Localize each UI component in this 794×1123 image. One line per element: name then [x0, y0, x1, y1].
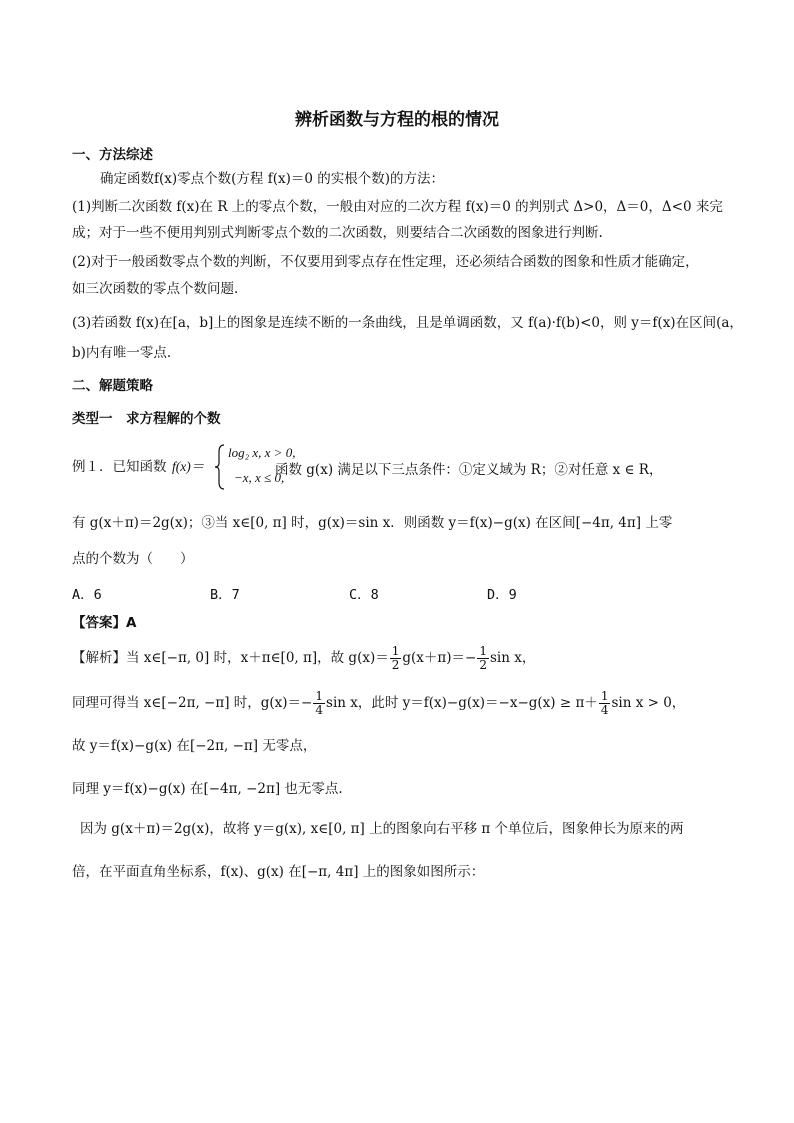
choice-a: A．6 [72, 587, 102, 603]
method-line-2: 成；对于一些不便用判别式判断零点个数的二次函数，则要结合二次函数的图象进行判断. [72, 225, 603, 241]
method-line-4: 如三次函数的零点个数问题. [72, 281, 239, 297]
example-conditions: 函数 g(x) 满足以下三点条件：①定义域为 R；②对任意 x ∈ R， [275, 462, 663, 478]
piece-neg: −x, x ≤ 0, [234, 470, 285, 485]
analysis-line-3: 故 y＝f(x)−g(x) 在[−2π, −π] 无零点， [72, 738, 317, 754]
piece-log: log₂ x, x > 0, [228, 445, 296, 460]
type-heading: 类型一 求方程解的个数 [72, 411, 221, 427]
method-line-5: (3)若函数 f(x)在[a，b]上的图象是连续不断的一条曲线，且是单调函数，又 f(a)·f(b)<0，则 y＝f(x)在区间(a， [72, 315, 743, 331]
fraction-quarter: $\frac{1}{4}$ [600, 689, 609, 717]
fraction-quarter: $\frac{1}{4}$ [315, 689, 324, 717]
method-line-6: b)内有唯一零点. [72, 345, 172, 361]
choice-c: C．8 [349, 587, 379, 603]
example-line-2: 有 g(x＋π)＝2g(x)；③当 x∈[0, π] 时，g(x)＝sin x．则函数 y＝f(x)−g(x) 在区间[−4π, 4π] 上零 [72, 515, 673, 531]
choice-b: B．7 [210, 587, 240, 603]
method-intro: 确定函数f(x)零点个数(方程 f(x)＝0 的实根个数)的方法： [100, 171, 444, 187]
analysis-line-4: 同理 y＝f(x)−g(x) 在[−4π, −2π] 也无零点. [72, 781, 343, 797]
method-line-3: (2)对于一般函数零点个数的判断，不仅要用到零点存在性定理，还必须结合函数的图象和性质才能确定， [72, 254, 699, 270]
analysis-line-1: 【解析】当 x∈[−π, 0] 时，x＋π∈[0, π]，故 g(x)＝ $\frac{1}{2}$ g(x＋π)＝− $\frac{1}{2}$ sin x， [72, 644, 536, 672]
piecewise-brace [214, 444, 226, 490]
page-title: 辨析函数与方程的根的情况 [295, 110, 499, 130]
example-prefix: 例１．已知函数 [72, 459, 167, 475]
analysis-line-2: 同理可得当 x∈[−2π, −π] 时，g(x)＝− $\frac{1}{4}$ sin x，此时 y＝f(x)−g(x)＝−x−g(x) ≥ π＋ $\frac{1}{4}$ sin x > 0， [72, 689, 686, 717]
answer-label: 【答案】A [72, 615, 137, 631]
fraction-half: $\frac{1}{2}$ [479, 644, 487, 672]
fraction-half: $\frac{1}{2}$ [391, 644, 400, 672]
analysis-line-5: 因为 g(x＋π)＝2g(x)，故将 y＝g(x), x∈[0, π] 上的图象向右平移 π 个单位后，图象伸长为原来的两 [80, 821, 684, 837]
analysis-line-6: 倍，在平面直角坐标系，f(x)、g(x) 在[−π, 4π] 上的图象如图所示： [72, 864, 485, 880]
method-line-1: (1)判断二次函数 f(x)在 R 上的零点个数，一般由对应的二次方程 f(x)＝0 的判别式 Δ>0，Δ＝0，Δ<0 来完 [72, 199, 723, 215]
choice-d: D．9 [487, 587, 517, 603]
example-fx: f(x)＝ [172, 459, 205, 474]
example-line-3: 点的个数为（ ） [72, 551, 194, 567]
section-heading-strategy: 二、解题策略 [72, 378, 153, 394]
section-heading-method: 一、方法综述 [72, 147, 153, 163]
